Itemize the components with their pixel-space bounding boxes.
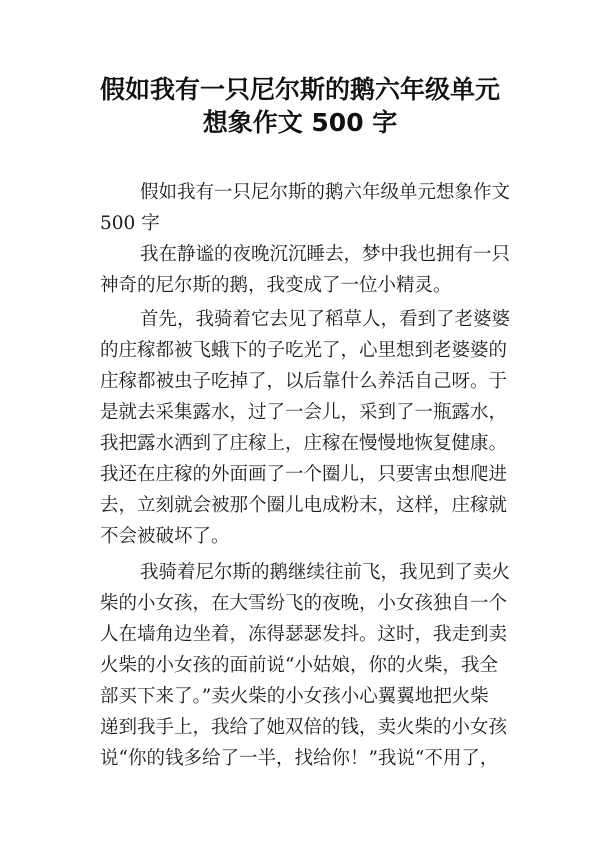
body-line: 庄稼都被虫子吃掉了，以后靠什么养活自己呀。于 <box>100 371 508 392</box>
document-title-line-2: 想象作文 500 字 <box>202 108 398 137</box>
body-line: 递到我手上，我给了她双倍的钱，卖火柴的小女孩 <box>100 717 508 738</box>
document-title-line-1: 假如我有一只尼尔斯的鹅六年级单元 <box>99 75 500 104</box>
body-line: 人在墙角边坐着，冻得瑟瑟发抖。这时，我走到卖 <box>100 624 508 645</box>
body-line: 说“你的钱多给了一半，找给你！”我说“不用了， <box>100 748 499 769</box>
body-line: 我把露水洒到了庄稼上，庄稼在慢慢地恢复健康。 <box>100 433 508 454</box>
body-line: 假如我有一只尼尔斯的鹅六年级单元想象作文 <box>140 182 511 203</box>
body-line: 去，立刻就会被那个圈儿电成粉末，这样，庄稼就 <box>100 495 508 516</box>
body-line: 我在静谧的夜晚沉沉睡去，梦中我也拥有一只 <box>140 244 511 265</box>
body-line: 神奇的尼尔斯的鹅，我变成了一位小精灵。 <box>100 275 452 296</box>
body-line: 首先，我骑着它去见了稻草人，看到了老婆婆 <box>140 309 511 330</box>
body-line: 我还在庄稼的外面画了一个圈儿，只要害虫想爬进 <box>100 464 508 485</box>
body-line: 部买下来了。”卖火柴的小女孩小心翼翼地把火柴 <box>100 686 489 707</box>
body-line: 火柴的小女孩的面前说“小姑娘，你的火柴，我全 <box>100 655 498 676</box>
body-line: 是就去采集露水，过了一会儿，采到了一瓶露水， <box>100 402 508 423</box>
body-line: 不会被破坏了。 <box>100 526 230 547</box>
body-line: 500 字 <box>100 213 160 234</box>
body-line: 的庄稼都被飞蛾下的子吃光了，心里想到老婆婆的 <box>100 340 508 361</box>
body-line: 我骑着尼尔斯的鹅继续往前飞，我见到了卖火 <box>140 562 511 583</box>
body-line: 柴的小女孩，在大雪纷飞的夜晚，小女孩独自一个 <box>100 593 508 614</box>
